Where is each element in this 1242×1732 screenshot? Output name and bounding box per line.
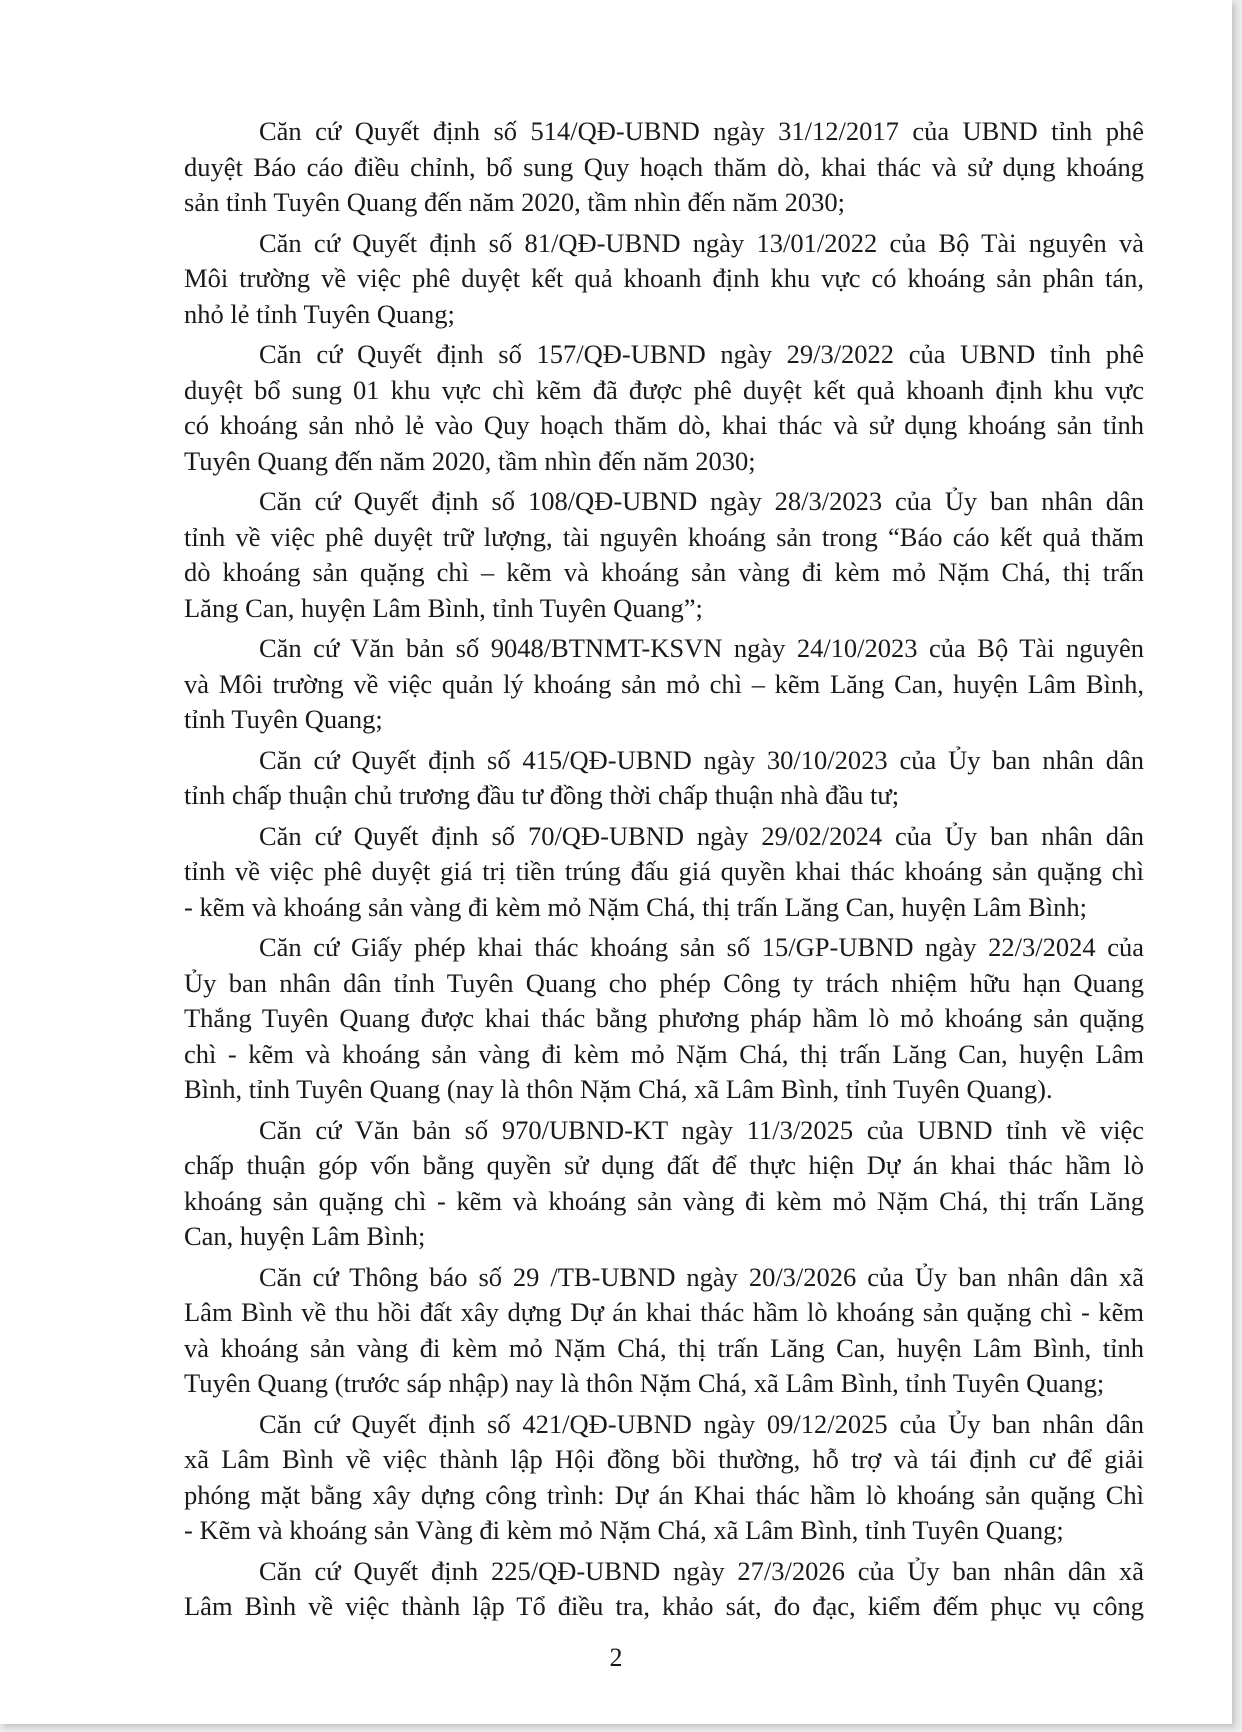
paragraph-line: Căn cứ Quyết định số 415/QĐ-UBND ngày 30/10/2023 của Ủy ban nhân dân	[259, 744, 1144, 775]
paragraph-line: Thắng Tuyên Quang được khai thác bằng phương pháp hầm lò mỏ khoáng sản quặng	[184, 1003, 1144, 1033]
paragraph-line: chấp thuận góp vốn bằng quyền sử dụng đất để thực hiện Dự án khai thác hầm lò	[184, 1150, 1144, 1180]
paragraph-line: Căn cứ Quyết định số 108/QĐ-UBND ngày 28/3/2023 của Ủy ban nhân dân	[259, 486, 1144, 516]
legal-basis-paragraph	[184, 631, 1144, 738]
paragraph-line: Lâm Bình về việc thành lập Tổ điều tra, khảo sát, đo đạc, kiểm đếm phục vụ công	[184, 1591, 1144, 1621]
paragraph-line: và khoáng sản vàng đi kèm mỏ Nặm Chá, thị trấn Lăng Can, huyện Lâm Bình, tỉnh	[184, 1332, 1144, 1363]
paragraph-line: dò khoáng sản quặng chì – kẽm và khoáng sản vàng đi kèm mỏ Nặm Chá, thị trấn	[184, 557, 1144, 587]
document-body	[184, 114, 1144, 1630]
paragraph-line: tỉnh chấp thuận chủ trương đầu tư đồng thời chấp thuận nhà đầu tư;	[184, 780, 900, 810]
paragraph-line: nhỏ lẻ tỉnh Tuyên Quang;	[184, 298, 455, 329]
paragraph-line: Bình, tỉnh Tuyên Quang (nay là thôn Nặm Chá, xã Lâm Bình, tỉnh Tuyên Quang).	[184, 1074, 1053, 1104]
paragraph-line: Căn cứ Quyết định 225/QĐ-UBND ngày 27/3/2026 của Ủy ban nhân dân xã	[259, 1555, 1144, 1586]
paragraph-line: chì - kẽm và khoáng sản vàng đi kèm mỏ Nặm Chá, thị trấn Lăng Can, huyện Lâm	[184, 1038, 1144, 1069]
paragraph-line: xã Lâm Bình về việc thành lập Hội đồng bồi thường, hỗ trợ và tái định cư để giải	[184, 1444, 1144, 1474]
paragraph-line: Căn cứ Quyết định số 81/QĐ-UBND ngày 13/01/2022 của Bộ Tài nguyên và	[259, 227, 1144, 258]
paragraph-line: Ủy ban nhân dân tỉnh Tuyên Quang cho phép Công ty trách nhiệm hữu hạn Quang	[184, 967, 1144, 998]
paragraph-line: Căn cứ Quyết định số 421/QĐ-UBND ngày 09/12/2025 của Ủy ban nhân dân	[259, 1408, 1144, 1439]
paragraph-line: duyệt Báo cáo điều chỉnh, bổ sung Quy hoạch thăm dò, khai thác và sử dụng khoáng	[184, 151, 1144, 182]
legal-basis-paragraph	[184, 337, 1144, 479]
paragraph-line: Căn cứ Quyết định số 157/QĐ-UBND ngày 29/3/2022 của UBND tỉnh phê	[259, 339, 1144, 369]
paragraph-line: duyệt bổ sung 01 khu vực chì kẽm đã được phê duyệt kết quả khoanh định khu vực	[184, 374, 1144, 405]
paragraph-line: - kẽm và khoáng sản vàng đi kèm mỏ Nặm Chá, thị trấn Lăng Can, huyện Lâm Bình;	[184, 891, 1088, 922]
paragraph-line: Căn cứ Văn bản số 9048/BTNMT-KSVN ngày 24/10/2023 của Bộ Tài nguyên	[259, 633, 1144, 663]
paragraph-line: Tuyên Quang (trước sáp nhập) nay là thôn Nặm Chá, xã Lâm Bình, tỉnh Tuyên Quang;	[184, 1368, 1105, 1398]
legal-basis-paragraph	[184, 226, 1144, 333]
legal-basis-paragraph	[184, 1113, 1144, 1255]
paragraph-line: khoáng sản quặng chì - kẽm và khoáng sản vàng đi kèm mỏ Nặm Chá, thị trấn Lăng	[184, 1185, 1144, 1216]
legal-basis-paragraph	[184, 484, 1144, 626]
paragraph-line: Căn cứ Quyết định số 70/QĐ-UBND ngày 29/02/2024 của Ủy ban nhân dân	[259, 820, 1144, 851]
paragraph-line: và Môi trường về việc quản lý khoáng sản mỏ chì – kẽm Lăng Can, huyện Lâm Bình,	[184, 668, 1144, 699]
paragraph-line: tỉnh về việc phê duyệt trữ lượng, tài nguyên khoáng sản trong “Báo cáo kết quả thăm	[184, 521, 1144, 552]
paragraph-line: Căn cứ Quyết định số 514/QĐ-UBND ngày 31/12/2017 của UBND tỉnh phê	[259, 116, 1144, 146]
page-number: 2	[609, 1643, 623, 1672]
paragraph-line: phóng mặt bằng xây dựng công trình: Dự án Khai thác hầm lò khoáng sản quặng Chì	[184, 1479, 1144, 1510]
legal-basis-paragraph	[184, 1260, 1144, 1402]
paragraph-line: tỉnh Tuyên Quang;	[184, 704, 383, 734]
paragraph-line: Căn cứ Giấy phép khai thác khoáng sản số 15/GP-UBND ngày 22/3/2024 của	[259, 932, 1144, 962]
paragraph-line: - Kẽm và khoáng sản Vàng đi kèm mỏ Nặm Chá, xã Lâm Bình, tỉnh Tuyên Quang;	[184, 1515, 1064, 1545]
legal-basis-paragraph	[184, 114, 1144, 221]
legal-basis-paragraph	[184, 819, 1144, 926]
paragraph-line: Căn cứ Thông báo số 29 /TB-UBND ngày 20/3/2026 của Ủy ban nhân dân xã	[259, 1261, 1144, 1292]
paragraph-line: Môi trường về việc phê duyệt kết quả khoanh định khu vực có khoáng sản phân tán,	[184, 263, 1144, 293]
legal-basis-paragraph	[184, 930, 1144, 1108]
paragraph-line: tỉnh về việc phê duyệt giá trị tiền trúng đấu giá quyền khai thác khoáng sản quặng chì	[184, 856, 1144, 886]
paragraph-line: Căn cứ Văn bản số 970/UBND-KT ngày 11/3/2025 của UBND tỉnh về việc	[259, 1114, 1144, 1145]
paragraph-line: Tuyên Quang đến năm 2020, tầm nhìn đến năm 2030;	[184, 445, 756, 476]
legal-basis-paragraph	[184, 1407, 1144, 1549]
paragraph-line: sản tỉnh Tuyên Quang đến năm 2020, tầm nhìn đến năm 2030;	[184, 187, 845, 217]
paragraph-line: có khoáng sản nhỏ lẻ vào Quy hoạch thăm dò, khai thác và sử dụng khoáng sản tỉnh	[184, 410, 1144, 440]
paragraph-line: Lâm Bình về thu hồi đất xây dựng Dự án khai thác hầm lò khoáng sản quặng chì - kẽm	[184, 1297, 1144, 1327]
legal-basis-paragraph	[184, 743, 1144, 814]
paragraph-line: Can, huyện Lâm Bình;	[184, 1221, 426, 1251]
paragraph-line: Lăng Can, huyện Lâm Bình, tỉnh Tuyên Quang”;	[184, 592, 703, 623]
legal-basis-paragraph	[184, 1554, 1144, 1625]
